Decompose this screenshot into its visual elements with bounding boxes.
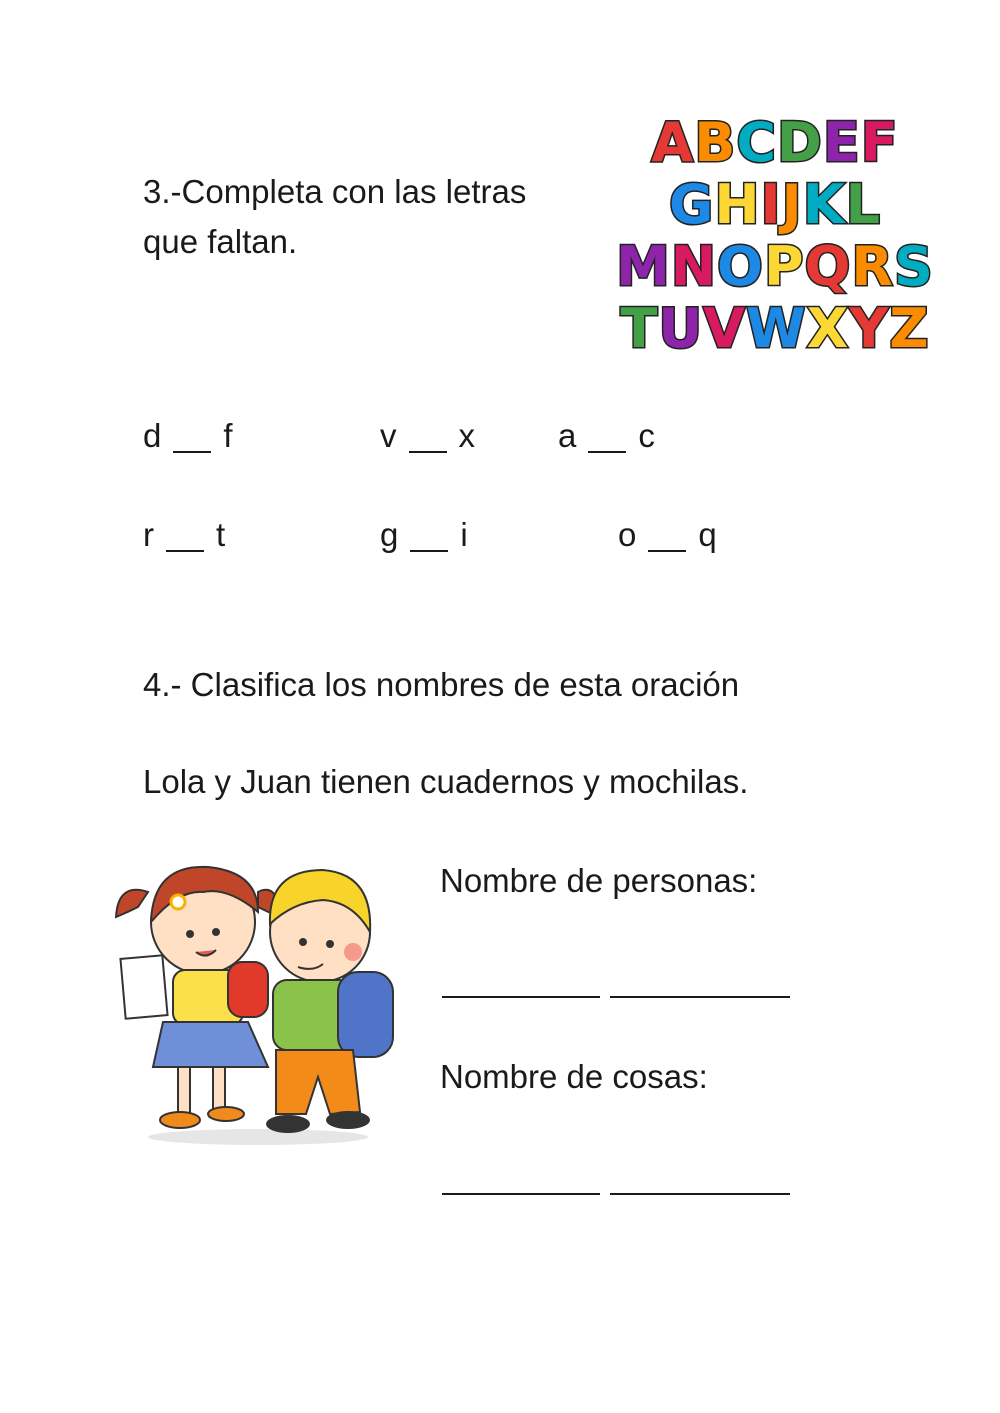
alphabet-letter: J	[781, 173, 801, 236]
alphabet-letter: L	[845, 173, 879, 236]
alphabet-row	[586, 236, 962, 298]
alphabet-letter: D	[777, 111, 821, 174]
letter-after: x	[458, 417, 475, 454]
alphabet-letter: H	[714, 173, 759, 236]
letter-before: r	[143, 516, 154, 553]
alphabet-letter: W	[746, 297, 805, 360]
people-label: Nombre de personas:	[440, 862, 758, 899]
alphabet-letter: T	[620, 297, 657, 360]
alphabet-letter: C	[736, 111, 775, 174]
letter-before: d	[143, 417, 162, 454]
alphabet-letter: I	[760, 173, 780, 236]
letter-after: f	[223, 417, 233, 454]
answer-line[interactable]	[610, 1193, 790, 1195]
letter-after: t	[216, 516, 226, 553]
letter-blank[interactable]	[166, 548, 204, 552]
question-3-title-line2: que faltan.	[143, 223, 298, 260]
question-4-title: 4.- Clasifica los nombres de esta oración	[143, 666, 740, 703]
things-label: Nombre de cosas:	[440, 1058, 708, 1095]
letter-blank[interactable]	[409, 449, 447, 453]
alphabet-letter: S	[894, 235, 932, 298]
question-3-title	[143, 167, 583, 267]
letter-after: q	[698, 516, 717, 553]
sentence: Lola y Juan tienen cuadernos y mochilas.	[143, 763, 749, 800]
answer-line[interactable]	[442, 1193, 600, 1195]
letter-gap-item	[143, 516, 225, 554]
alphabet-row	[586, 174, 962, 236]
alphabet-letter: G	[669, 173, 713, 236]
alphabet-letter: O	[717, 235, 762, 298]
alphabet-letter: U	[658, 297, 702, 360]
letter-gap-item	[143, 417, 233, 455]
letter-gap-item	[380, 516, 468, 554]
alphabet-letter: X	[806, 297, 848, 360]
alphabet-letter: F	[860, 111, 897, 174]
letter-blank[interactable]	[410, 548, 448, 552]
alphabet-letter: Q	[804, 235, 850, 298]
alphabet-letter: Z	[889, 297, 928, 360]
letter-after: i	[460, 516, 468, 553]
letter-blank[interactable]	[173, 449, 211, 453]
alphabet-letter: P	[763, 235, 803, 298]
alphabet-row	[586, 298, 962, 360]
letter-gap-item	[558, 417, 655, 455]
letter-after: c	[638, 417, 655, 454]
answer-line[interactable]	[442, 996, 600, 998]
alphabet-illustration	[586, 112, 962, 362]
alphabet-letter: A	[651, 111, 693, 174]
alphabet-letter: M	[616, 235, 669, 298]
letter-before: o	[618, 516, 637, 553]
alphabet-letter: N	[670, 235, 716, 298]
letter-before: g	[380, 516, 399, 553]
alphabet-row	[586, 112, 962, 174]
answer-line[interactable]	[610, 996, 790, 998]
letter-blank[interactable]	[588, 449, 626, 453]
letter-before: a	[558, 417, 577, 454]
alphabet-letter: E	[822, 111, 859, 174]
alphabet-letter: R	[851, 235, 893, 298]
alphabet-letter: K	[802, 173, 844, 236]
letter-gap-item	[618, 516, 717, 554]
letter-before: v	[380, 417, 397, 454]
letter-blank[interactable]	[648, 548, 686, 552]
letter-gap-item	[380, 417, 475, 455]
alphabet-letter: Y	[849, 297, 888, 360]
question-3-title-line1: 3.-Completa con las letras	[143, 173, 527, 210]
children-with-backpacks-illustration	[108, 852, 398, 1148]
alphabet-letter: B	[694, 111, 735, 174]
alphabet-letter: V	[703, 297, 744, 360]
